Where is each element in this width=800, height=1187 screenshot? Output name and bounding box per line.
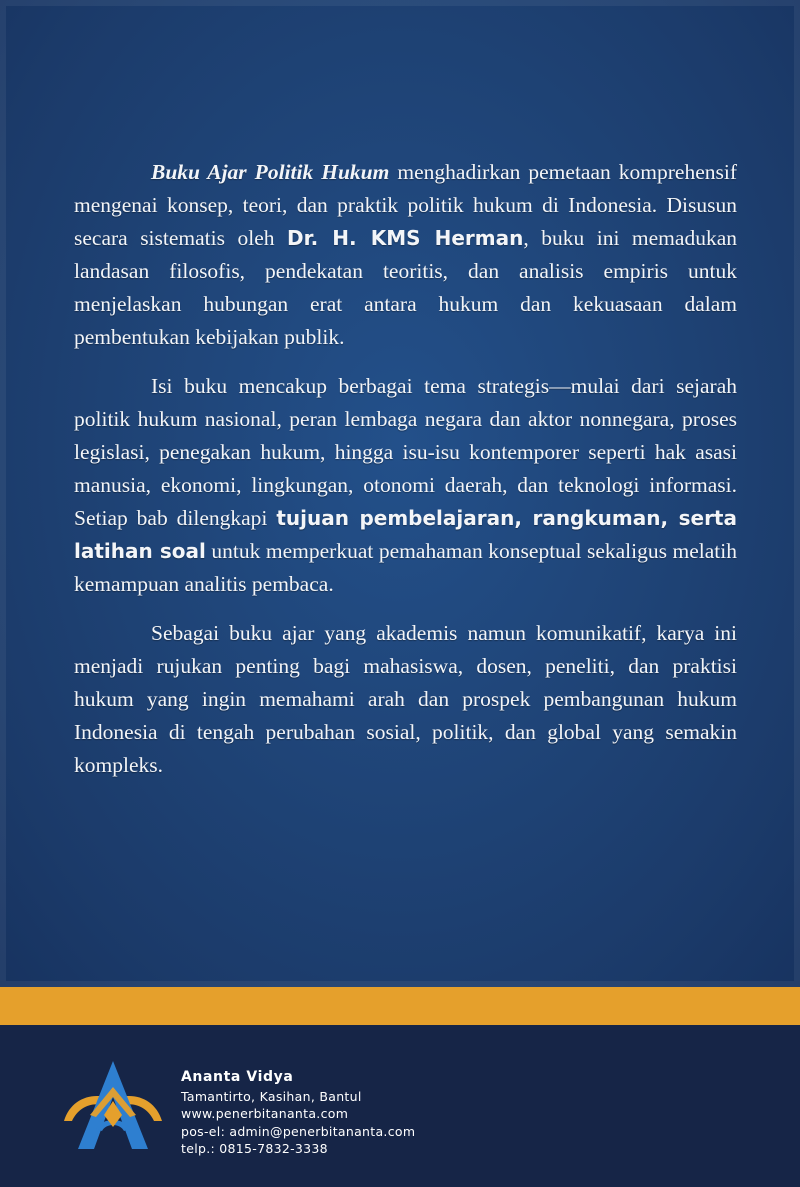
p3-text: Sebagai buku ajar yang akademis namun komunikatif, karya ini menjadi rujukan penting bagi mahasiswa, dosen, peneliti, dan praktisi hukum yang ingin memahami arah dan prospek pembangunan hukum Indonesia di tengah perubahan sosial, politik, dan global yang semakin kompleks. bbox=[74, 621, 737, 777]
publisher-address: Tamantirto, Kasihan, Bantul bbox=[181, 1088, 362, 1104]
synopsis-paragraph-1 bbox=[74, 156, 737, 354]
accent-stripe bbox=[0, 987, 800, 1025]
p2-text-a: Isi buku mencakup berbagai tema strategis—mulai dari sejarah politik hukum nasional, peran lembaga negara dan aktor nonnegara, proses legislasi, penegakan hukum, hingga isu-isu kontemporer seperti hak asasi manusia, ekonomi, lingkungan, otonomi daerah, dan teknologi informasi. Setiap bab dilengkapi bbox=[74, 374, 737, 530]
publisher-name: Ananta Vidya bbox=[181, 1069, 294, 1085]
publisher-info bbox=[181, 1069, 415, 1158]
publisher-footer bbox=[0, 1025, 800, 1187]
synopsis-paragraph-3 bbox=[74, 617, 737, 782]
features-highlight: tujuan pembelajaran, rangkuman, serta latihan soal bbox=[74, 506, 737, 563]
author-name: Dr. H. KMS Herman bbox=[287, 226, 524, 250]
synopsis-text bbox=[74, 156, 737, 798]
book-title: Buku Ajar Politik Hukum bbox=[151, 160, 390, 184]
p2-text-b: untuk memperkuat pemahaman konseptual sekaligus melatih kemampuan analitis pembaca. bbox=[74, 539, 737, 596]
p1-text-b: , buku ini memadukan landasan filosofis, pendekatan teoritis, dan analisis empiris untuk menjelaskan hubungan erat antara hukum dan kekuasaan dalam pembentukan kebijakan publik. bbox=[74, 226, 737, 349]
ananta-vidya-logo-icon bbox=[60, 1057, 166, 1153]
publisher-website: www.penerbitananta.com bbox=[181, 1106, 349, 1121]
publisher-email: pos-el: admin@penerbitananta.com bbox=[181, 1123, 416, 1139]
publisher-phone: telp.: 0815-7832-3338 bbox=[181, 1141, 328, 1156]
p1-text-a: menghadirkan pemetaan komprehensif mengenai konsep, teori, dan praktik politik hukum di Indonesia. Disusun secara sistematis oleh bbox=[74, 160, 738, 250]
synopsis-paragraph-2 bbox=[74, 370, 737, 601]
